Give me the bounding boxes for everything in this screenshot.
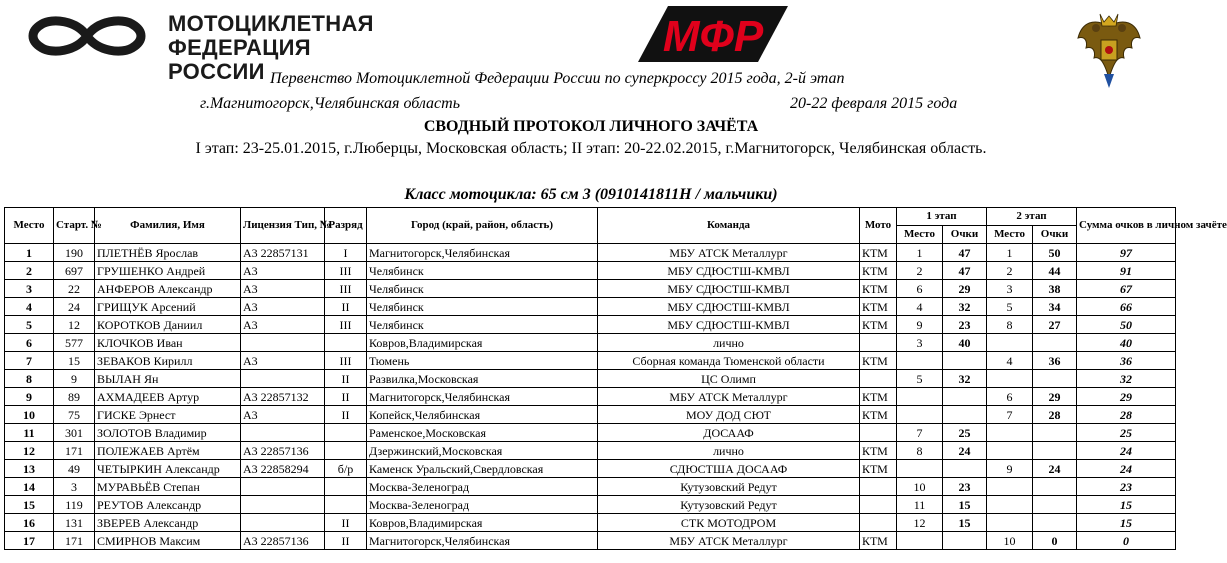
row-total: 40 bbox=[1077, 334, 1176, 352]
row-stage1-place: 7 bbox=[897, 424, 943, 442]
row-license: А3 bbox=[241, 280, 325, 298]
row-stage1-place: 8 bbox=[897, 442, 943, 460]
row-moto: КТМ bbox=[860, 316, 897, 334]
row-moto: КТМ bbox=[860, 262, 897, 280]
row-license: А3 22857131 bbox=[241, 244, 325, 262]
row-place: 4 bbox=[5, 298, 54, 316]
row-rank bbox=[325, 442, 367, 460]
row-moto: КТМ bbox=[860, 388, 897, 406]
table-row bbox=[5, 460, 1176, 478]
row-stage1-points: 32 bbox=[943, 298, 987, 316]
row-stage1-place: 10 bbox=[897, 478, 943, 496]
row-place: 10 bbox=[5, 406, 54, 424]
table-row bbox=[5, 334, 1176, 352]
row-team: ДОСААФ bbox=[598, 424, 860, 442]
row-total: 36 bbox=[1077, 352, 1176, 370]
row-team: Сборная команда Тюменской области bbox=[598, 352, 860, 370]
row-stage1-points bbox=[943, 460, 987, 478]
row-rank: I bbox=[325, 244, 367, 262]
row-city: Копейск,Челябинская bbox=[367, 406, 598, 424]
row-name: ЧЕТЫРКИН Александр bbox=[95, 460, 241, 478]
row-stage1-place: 9 bbox=[897, 316, 943, 334]
row-license: А3 22857136 bbox=[241, 442, 325, 460]
table-row bbox=[5, 298, 1176, 316]
row-rank: II bbox=[325, 370, 367, 388]
row-stage2-place bbox=[987, 424, 1033, 442]
row-total: 15 bbox=[1077, 514, 1176, 532]
row-team: лично bbox=[598, 442, 860, 460]
row-city: Челябинск bbox=[367, 316, 598, 334]
row-rank: III bbox=[325, 262, 367, 280]
coat-of-arms-emblem bbox=[1074, 8, 1144, 90]
row-stage1-points: 29 bbox=[943, 280, 987, 298]
row-name: ЗВЕРЕВ Александр bbox=[95, 514, 241, 532]
col-name: Фамилия, Имя bbox=[95, 208, 241, 244]
class-heading: Класс мотоцикла: 65 см 3 (0910141811Н / мальчики) bbox=[404, 186, 778, 203]
row-stage2-points bbox=[1033, 514, 1077, 532]
row-stage1-place bbox=[897, 460, 943, 478]
row-start: 3 bbox=[54, 478, 95, 496]
row-city: Ковров,Владимирская bbox=[367, 514, 598, 532]
row-rank: II bbox=[325, 514, 367, 532]
row-team: МБУ АТСК Металлург bbox=[598, 244, 860, 262]
row-city: Магнитогорск,Челябинская bbox=[367, 532, 598, 550]
row-city: Магнитогорск,Челябинская bbox=[367, 244, 598, 262]
row-place: 7 bbox=[5, 352, 54, 370]
row-place: 5 bbox=[5, 316, 54, 334]
row-name: КОРОТКОВ Даниил bbox=[95, 316, 241, 334]
row-place: 14 bbox=[5, 478, 54, 496]
row-stage2-place: 2 bbox=[987, 262, 1033, 280]
row-place: 8 bbox=[5, 370, 54, 388]
row-stage2-place: 9 bbox=[987, 460, 1033, 478]
row-place: 16 bbox=[5, 514, 54, 532]
row-stage2-place bbox=[987, 370, 1033, 388]
row-name: КЛОЧКОВ Иван bbox=[95, 334, 241, 352]
row-team: СТК МОТОДРОМ bbox=[598, 514, 860, 532]
col-stage2: 2 этап bbox=[987, 208, 1077, 226]
row-total: 28 bbox=[1077, 406, 1176, 424]
row-rank: III bbox=[325, 316, 367, 334]
org-name-line1: МОТОЦИКЛЕТНАЯ bbox=[168, 11, 374, 36]
row-name: ВЫЛАН Ян bbox=[95, 370, 241, 388]
table-row bbox=[5, 478, 1176, 496]
row-name: РЕУТОВ Александр bbox=[95, 496, 241, 514]
row-rank: II bbox=[325, 388, 367, 406]
brand-logo-text: МФР bbox=[662, 12, 764, 61]
row-stage2-points bbox=[1033, 442, 1077, 460]
row-start: 12 bbox=[54, 316, 95, 334]
row-name: АНФЕРОВ Александр bbox=[95, 280, 241, 298]
col-total: Сумма очков в личном зачёте bbox=[1077, 208, 1176, 244]
row-rank bbox=[325, 496, 367, 514]
table-row bbox=[5, 388, 1176, 406]
row-name: ПОЛЕЖАЕВ Артём bbox=[95, 442, 241, 460]
row-stage1-place: 5 bbox=[897, 370, 943, 388]
row-moto: КТМ bbox=[860, 532, 897, 550]
mfr-logo bbox=[28, 11, 374, 84]
row-stage1-place: 11 bbox=[897, 496, 943, 514]
row-license bbox=[241, 514, 325, 532]
col-stage1: 1 этап bbox=[897, 208, 987, 226]
row-stage2-points: 29 bbox=[1033, 388, 1077, 406]
row-city: Раменское,Московская bbox=[367, 424, 598, 442]
row-license: А3 bbox=[241, 262, 325, 280]
row-total: 50 bbox=[1077, 316, 1176, 334]
row-place: 9 bbox=[5, 388, 54, 406]
mfr-brand-icon bbox=[638, 4, 788, 64]
row-stage1-place bbox=[897, 352, 943, 370]
row-moto bbox=[860, 514, 897, 532]
row-name: ГРИЩУК Арсений bbox=[95, 298, 241, 316]
row-total: 67 bbox=[1077, 280, 1176, 298]
col-stage1-place: Место bbox=[897, 226, 943, 244]
row-stage2-place: 8 bbox=[987, 316, 1033, 334]
row-team: МБУ АТСК Металлург bbox=[598, 532, 860, 550]
row-stage1-place: 2 bbox=[897, 262, 943, 280]
col-stage1-points: Очки bbox=[943, 226, 987, 244]
row-moto: КТМ bbox=[860, 460, 897, 478]
col-moto: Мото bbox=[860, 208, 897, 244]
row-team: Кутузовский Редут bbox=[598, 496, 860, 514]
row-moto: КТМ bbox=[860, 406, 897, 424]
event-line: Первенство Мотоциклетной Федерации России по суперкроссу 2015 года, 2-й этап bbox=[270, 70, 845, 87]
row-team: МБУ АТСК Металлург bbox=[598, 388, 860, 406]
row-stage1-points: 23 bbox=[943, 316, 987, 334]
row-total: 29 bbox=[1077, 388, 1176, 406]
row-stage2-points: 0 bbox=[1033, 532, 1077, 550]
row-team: МОУ ДОД СЮТ bbox=[598, 406, 860, 424]
row-stage2-points: 27 bbox=[1033, 316, 1077, 334]
row-total: 0 bbox=[1077, 532, 1176, 550]
row-rank: б/р bbox=[325, 460, 367, 478]
row-stage1-points bbox=[943, 532, 987, 550]
col-license: Лицензия Тип, № bbox=[241, 208, 325, 244]
row-stage1-points: 32 bbox=[943, 370, 987, 388]
row-name: ПЛЕТНЁВ Ярослав bbox=[95, 244, 241, 262]
row-stage2-points bbox=[1033, 478, 1077, 496]
row-start: 131 bbox=[54, 514, 95, 532]
row-start: 190 bbox=[54, 244, 95, 262]
row-total: 23 bbox=[1077, 478, 1176, 496]
row-stage1-points: 47 bbox=[943, 244, 987, 262]
col-city: Город (край, район, область) bbox=[367, 208, 598, 244]
row-stage2-points: 38 bbox=[1033, 280, 1077, 298]
row-city: Дзержинский,Московская bbox=[367, 442, 598, 460]
col-rank: Разряд bbox=[325, 208, 367, 244]
row-start: 22 bbox=[54, 280, 95, 298]
table-row bbox=[5, 424, 1176, 442]
table-row bbox=[5, 442, 1176, 460]
row-rank bbox=[325, 334, 367, 352]
table-row bbox=[5, 496, 1176, 514]
col-stage2-place: Место bbox=[987, 226, 1033, 244]
row-stage2-points bbox=[1033, 496, 1077, 514]
table-row bbox=[5, 514, 1176, 532]
row-stage2-place: 3 bbox=[987, 280, 1033, 298]
row-start: 301 bbox=[54, 424, 95, 442]
col-team: Команда bbox=[598, 208, 860, 244]
row-stage1-place: 6 bbox=[897, 280, 943, 298]
row-rank: II bbox=[325, 406, 367, 424]
row-city: Челябинск bbox=[367, 280, 598, 298]
row-stage1-place: 12 bbox=[897, 514, 943, 532]
page-title: СВОДНЫЙ ПРОТОКОЛ ЛИЧНОГО ЗАЧЁТА bbox=[423, 118, 759, 135]
row-stage1-points: 23 bbox=[943, 478, 987, 496]
infinity-logo-icon bbox=[28, 16, 146, 56]
row-license: А3 22857132 bbox=[241, 388, 325, 406]
table-row bbox=[5, 316, 1176, 334]
row-stage2-place bbox=[987, 514, 1033, 532]
row-license bbox=[241, 370, 325, 388]
row-start: 697 bbox=[54, 262, 95, 280]
row-start: 24 bbox=[54, 298, 95, 316]
row-start: 9 bbox=[54, 370, 95, 388]
row-place: 6 bbox=[5, 334, 54, 352]
row-city: Тюмень bbox=[367, 352, 598, 370]
row-moto: КТМ bbox=[860, 244, 897, 262]
org-name-line2: ФЕДЕРАЦИЯ РОССИИ bbox=[168, 35, 311, 84]
row-stage2-points bbox=[1033, 370, 1077, 388]
row-stage1-place bbox=[897, 532, 943, 550]
row-team: МБУ СДЮСТШ-КМВЛ bbox=[598, 316, 860, 334]
row-rank: II bbox=[325, 298, 367, 316]
row-team: Кутузовский Редут bbox=[598, 478, 860, 496]
row-city: Развилка,Московская bbox=[367, 370, 598, 388]
row-stage1-place: 4 bbox=[897, 298, 943, 316]
row-total: 66 bbox=[1077, 298, 1176, 316]
row-license bbox=[241, 334, 325, 352]
row-stage2-place: 7 bbox=[987, 406, 1033, 424]
row-moto bbox=[860, 424, 897, 442]
row-moto bbox=[860, 478, 897, 496]
col-stage2-points: Очки bbox=[1033, 226, 1077, 244]
row-stage1-points bbox=[943, 388, 987, 406]
row-place: 12 bbox=[5, 442, 54, 460]
row-stage1-points bbox=[943, 406, 987, 424]
row-moto: КТМ bbox=[860, 280, 897, 298]
row-start: 89 bbox=[54, 388, 95, 406]
row-stage2-points: 34 bbox=[1033, 298, 1077, 316]
row-place: 15 bbox=[5, 496, 54, 514]
row-stage1-points bbox=[943, 352, 987, 370]
row-stage1-place: 1 bbox=[897, 244, 943, 262]
row-license: А3 22857136 bbox=[241, 532, 325, 550]
row-city: Москва-Зеленоград bbox=[367, 478, 598, 496]
row-name: ГРУШЕНКО Андрей bbox=[95, 262, 241, 280]
row-stage2-place: 4 bbox=[987, 352, 1033, 370]
row-city: Ковров,Владимирская bbox=[367, 334, 598, 352]
row-start: 171 bbox=[54, 442, 95, 460]
row-total: 24 bbox=[1077, 442, 1176, 460]
row-stage2-points: 28 bbox=[1033, 406, 1077, 424]
row-stage2-points bbox=[1033, 424, 1077, 442]
results-table bbox=[4, 207, 1227, 550]
row-team: ЦС Олимп bbox=[598, 370, 860, 388]
row-total: 24 bbox=[1077, 460, 1176, 478]
row-stage1-place bbox=[897, 406, 943, 424]
col-place: Место bbox=[5, 208, 54, 244]
row-place: 2 bbox=[5, 262, 54, 280]
row-name: МУРАВЬЁВ Степан bbox=[95, 478, 241, 496]
row-total: 32 bbox=[1077, 370, 1176, 388]
row-moto bbox=[860, 370, 897, 388]
table-row bbox=[5, 406, 1176, 424]
row-place: 1 bbox=[5, 244, 54, 262]
row-license bbox=[241, 424, 325, 442]
row-city: Магнитогорск,Челябинская bbox=[367, 388, 598, 406]
row-rank: III bbox=[325, 352, 367, 370]
dates: 20-22 февраля 2015 года bbox=[790, 95, 958, 112]
table-row bbox=[5, 262, 1176, 280]
row-stage1-points: 40 bbox=[943, 334, 987, 352]
table-row bbox=[5, 244, 1176, 262]
row-name: ЗЕВАКОВ Кирилл bbox=[95, 352, 241, 370]
row-stage2-place: 5 bbox=[987, 298, 1033, 316]
row-stage2-place bbox=[987, 478, 1033, 496]
row-team: МБУ СДЮСТШ-КМВЛ bbox=[598, 298, 860, 316]
double-eagle-icon bbox=[1074, 8, 1144, 90]
row-stage2-place bbox=[987, 334, 1033, 352]
row-stage1-points: 15 bbox=[943, 496, 987, 514]
row-stage2-place: 10 bbox=[987, 532, 1033, 550]
row-place: 3 bbox=[5, 280, 54, 298]
row-total: 97 bbox=[1077, 244, 1176, 262]
row-stage2-points: 24 bbox=[1033, 460, 1077, 478]
table-row bbox=[5, 532, 1176, 550]
location: г.Магнитогорск,Челябинская область bbox=[200, 95, 460, 112]
row-rank bbox=[325, 424, 367, 442]
row-license bbox=[241, 478, 325, 496]
row-city: Челябинск bbox=[367, 262, 598, 280]
row-total: 15 bbox=[1077, 496, 1176, 514]
row-name: ЗОЛОТОВ Владимир bbox=[95, 424, 241, 442]
row-license: А3 bbox=[241, 406, 325, 424]
row-rank bbox=[325, 478, 367, 496]
row-start: 119 bbox=[54, 496, 95, 514]
row-start: 577 bbox=[54, 334, 95, 352]
row-rank: III bbox=[325, 280, 367, 298]
row-stage1-place: 3 bbox=[897, 334, 943, 352]
table-row bbox=[5, 370, 1176, 388]
row-stage2-points: 36 bbox=[1033, 352, 1077, 370]
row-place: 13 bbox=[5, 460, 54, 478]
row-moto: КТМ bbox=[860, 442, 897, 460]
row-stage1-points: 47 bbox=[943, 262, 987, 280]
row-license: А3 bbox=[241, 352, 325, 370]
row-moto: КТМ bbox=[860, 298, 897, 316]
row-start: 15 bbox=[54, 352, 95, 370]
row-stage2-points: 50 bbox=[1033, 244, 1077, 262]
table-row bbox=[5, 352, 1176, 370]
results-body bbox=[5, 244, 1176, 550]
row-rank: II bbox=[325, 532, 367, 550]
row-moto bbox=[860, 334, 897, 352]
row-team: лично bbox=[598, 334, 860, 352]
row-team: МБУ СДЮСТШ-КМВЛ bbox=[598, 280, 860, 298]
row-start: 75 bbox=[54, 406, 95, 424]
row-stage2-points: 44 bbox=[1033, 262, 1077, 280]
stages-info: I этап: 23-25.01.2015, г.Люберцы, Московская область; II этап: 20-22.02.2015, г.Магнитогорск, Челябинская область. bbox=[195, 140, 987, 157]
table-row bbox=[5, 280, 1176, 298]
row-place: 17 bbox=[5, 532, 54, 550]
row-moto: КТМ bbox=[860, 352, 897, 370]
row-stage2-place bbox=[987, 442, 1033, 460]
row-license: А3 bbox=[241, 316, 325, 334]
row-stage2-points bbox=[1033, 334, 1077, 352]
row-total: 91 bbox=[1077, 262, 1176, 280]
row-stage2-place bbox=[987, 496, 1033, 514]
row-start: 49 bbox=[54, 460, 95, 478]
row-city: Москва-Зеленоград bbox=[367, 496, 598, 514]
row-stage2-place: 1 bbox=[987, 244, 1033, 262]
row-total: 25 bbox=[1077, 424, 1176, 442]
row-city: Каменск Уральский,Свердловская bbox=[367, 460, 598, 478]
row-stage2-place: 6 bbox=[987, 388, 1033, 406]
row-name: СМИРНОВ Максим bbox=[95, 532, 241, 550]
row-team: СДЮСТША ДОСААФ bbox=[598, 460, 860, 478]
row-license bbox=[241, 496, 325, 514]
row-city: Челябинск bbox=[367, 298, 598, 316]
col-start: Старт. № bbox=[54, 208, 95, 244]
row-license: А3 22858294 bbox=[241, 460, 325, 478]
row-license: А3 bbox=[241, 298, 325, 316]
row-stage1-place bbox=[897, 388, 943, 406]
row-stage1-points: 24 bbox=[943, 442, 987, 460]
row-name: ГИСКЕ Эрнест bbox=[95, 406, 241, 424]
mfr-brand-logo bbox=[638, 4, 788, 64]
row-start: 171 bbox=[54, 532, 95, 550]
row-stage1-points: 25 bbox=[943, 424, 987, 442]
row-stage1-points: 15 bbox=[943, 514, 987, 532]
row-place: 11 bbox=[5, 424, 54, 442]
row-moto bbox=[860, 496, 897, 514]
row-name: АХМАДЕЕВ Артур bbox=[95, 388, 241, 406]
row-team: МБУ СДЮСТШ-КМВЛ bbox=[598, 262, 860, 280]
